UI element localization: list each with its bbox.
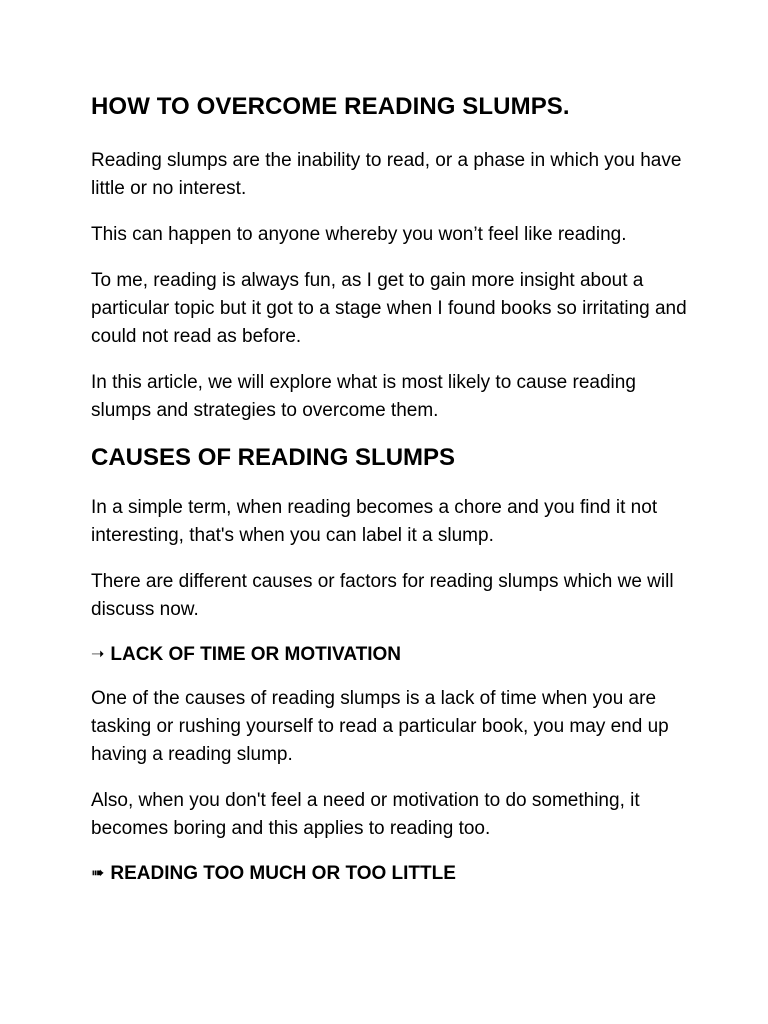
intro-paragraph-2: This can happen to anyone whereby you won’t feel like reading. [91,224,627,245]
intro-paragraph-3: To me, reading is always fun, as I get to gain more insight about a particular topic but it got to a stage when I found books so irritating and could not read as before. [91,270,687,347]
subsection-paragraph-2: Also, when you don't feel a need or motivation to do something, it becomes boring and this applies to reading too. [91,790,640,839]
document-title: HOW TO OVERCOME READING SLUMPS. [91,93,570,120]
arrow-right-icon: ➝ [91,644,105,663]
intro-paragraph-4: In this article, we will explore what is most likely to cause reading slumps and strategies to overcome them. [91,372,636,421]
arrow-right-icon: ➠ [91,863,105,882]
section-paragraph-2: There are different causes or factors for reading slumps which we will discuss now. [91,571,674,620]
subsection-heading-reading-amount [91,861,688,886]
section-heading-causes: CAUSES OF READING SLUMPS [91,444,456,471]
subsection-heading-text: LACK OF TIME OR MOTIVATION [110,644,402,665]
section-paragraph-1: In a simple term, when reading becomes a chore and you find it not interesting, that's when you can label it a slump. [91,497,658,546]
subsection-paragraph-1: One of the causes of reading slumps is a lack of time when you are tasking or rushing yourself to read a particular book, you may end up having a reading slump. [91,688,669,765]
intro-paragraph-1: Reading slumps are the inability to read, or a phase in which you have little or no interest. [91,150,682,199]
subsection-heading-text: READING TOO MUCH OR TOO LITTLE [110,863,456,884]
subsection-heading-lack-of-time [91,642,688,667]
